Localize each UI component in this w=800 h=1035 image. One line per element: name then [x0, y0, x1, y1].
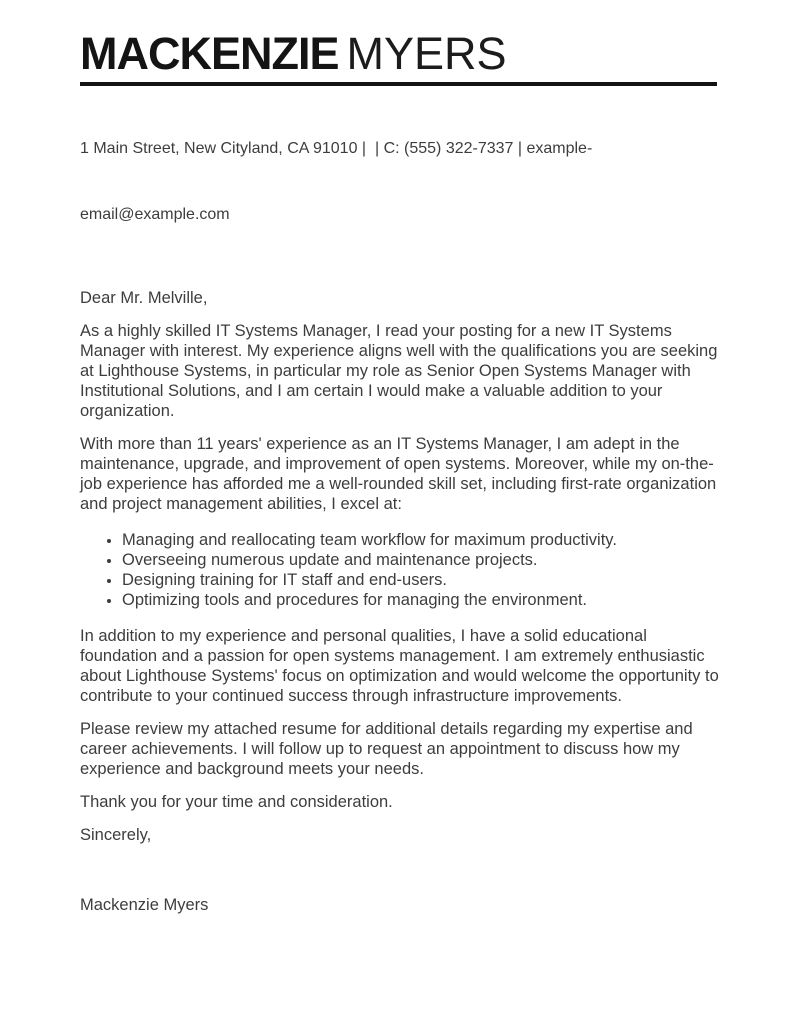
contact-info	[80, 94, 728, 270]
letter-body	[80, 288, 728, 915]
applicant-name	[80, 30, 728, 79]
paragraph-education: In addition to my experience and personal qualities, I have a solid educational foundation and a passion for open systems management. I am extremely enthusiastic about Lighthouse Systems' focus on optimization and would welcome the opportunity to contribute to your continued success through infrastructure improvements.	[80, 626, 719, 705]
contact-line-1: 1 Main Street, New Cityland, CA 91010 | | C: (555) 322-7337 | example-	[80, 139, 593, 157]
applicant-last-name: MYERS	[346, 28, 507, 79]
paragraph-experience: With more than 11 years' experience as an IT Systems Manager, I am adept in the maintenance, upgrade, and improvement of open systems. Moreover, while my on-the-job experience has afforded me a well-rounded skill set, including first-rate organization and project management abilities, I excel at:	[80, 434, 717, 513]
header-divider	[80, 82, 717, 86]
valediction: Sincerely,	[80, 825, 152, 844]
salutation: Dear Mr. Melville,	[80, 288, 208, 307]
closing-thanks: Thank you for your time and consideration.	[80, 792, 393, 811]
letterhead	[80, 30, 728, 270]
skills-list	[80, 530, 728, 610]
contact-line-2: email@example.com	[80, 205, 230, 223]
skills-list-item: • Managing and reallocating team workflow for maximum productivity.	[122, 530, 728, 550]
signature-name: Mackenzie Myers	[80, 895, 209, 914]
applicant-first-name: MACKENZIE	[80, 28, 339, 79]
skills-list-item: • Designing training for IT staff and end-users.	[122, 570, 728, 590]
paragraph-intro: As a highly skilled IT Systems Manager, I read your posting for a new IT Systems Manager with interest. My experience aligns well with the qualifications you are seeking at Lighthouse Systems, in particular my role as Senior Open Systems Manager with Institutional Solutions, and I am certain I would make a valuable addition to your organization.	[80, 321, 718, 420]
paragraph-follow-up: Please review my attached resume for additional details regarding my expertise and career achievements. I will follow up to request an appointment to discuss how my experience and background meets your needs.	[80, 719, 693, 778]
skills-list-item: • Overseeing numerous update and maintenance projects.	[122, 550, 728, 570]
skills-list-item: • Optimizing tools and procedures for managing the environment.	[122, 590, 728, 610]
